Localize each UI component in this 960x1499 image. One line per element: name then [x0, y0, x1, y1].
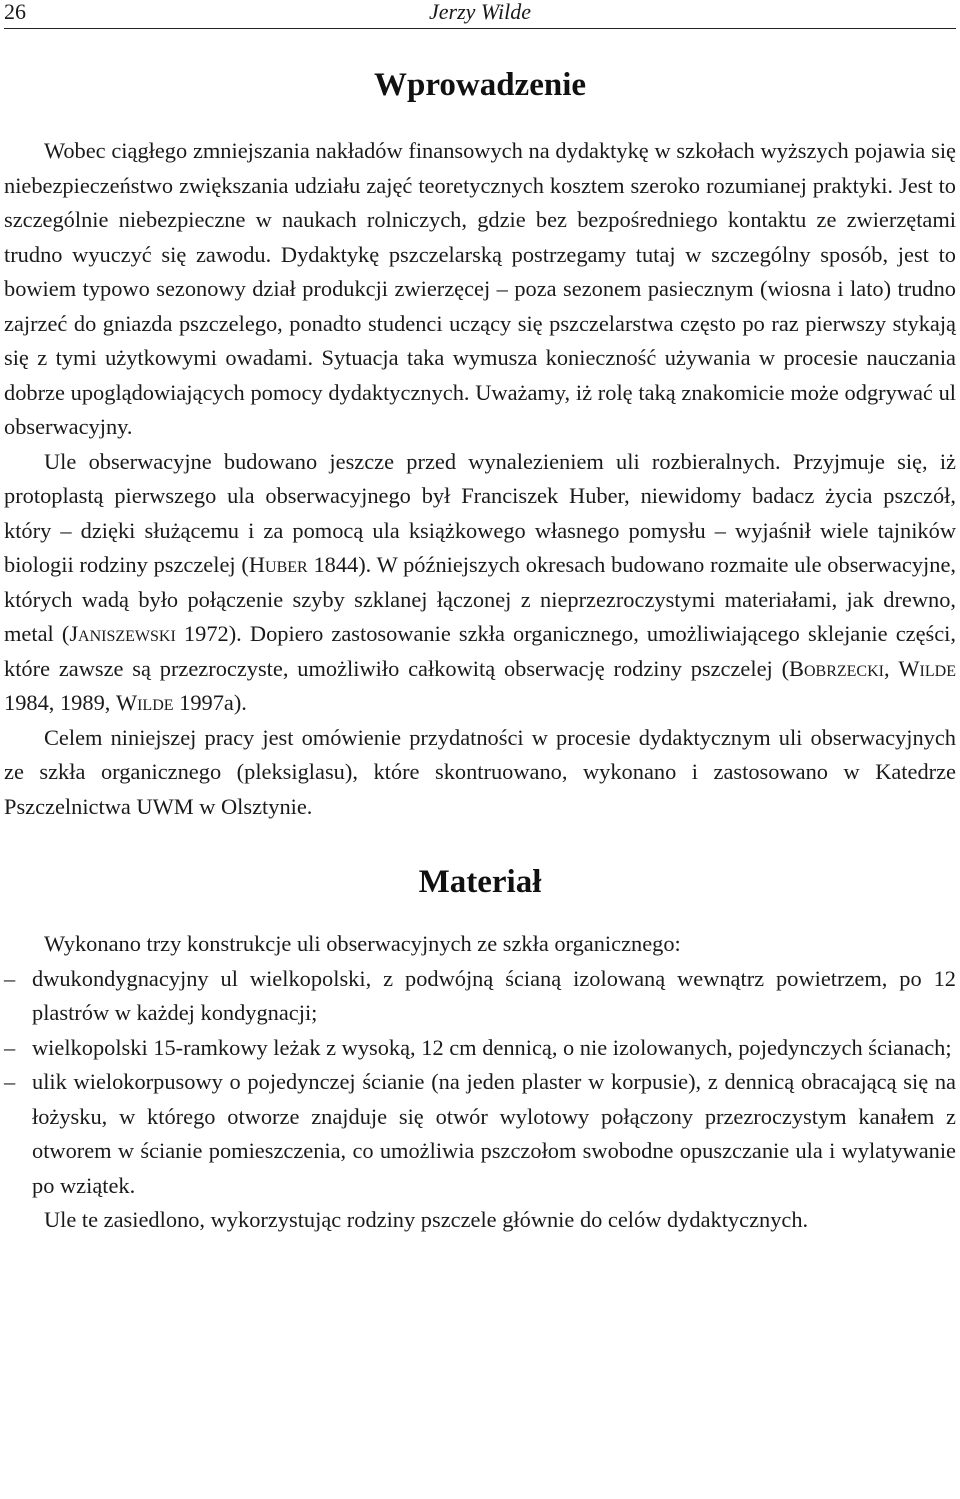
- text-run: 1997a).: [173, 690, 247, 715]
- material-list: [4, 962, 956, 1204]
- intro-paragraph-3: Celem niniejszej pracy jest omówienie przydatności w procesie dydaktycznym uli obserwacyjnych ze szkła organicznego (pleksiglasu), które skontruowano, wykonano i zastosowano w Katedrze Pszczelnictwa UWM w Olsztynie.: [4, 724, 956, 819]
- list-item: [4, 1031, 956, 1066]
- list-item-text: ulik wielokorpusowy o pojedynczej ścianie (na jeden plaster w korpusie), z dennicą obracającą się na łożysku, w którego otworze znajduje się otwór wylotowy połączony przezroczystym kanałem z otworem w ścianie pomieszczenia, co umożliwia pszczołom swobodne opuszczanie ula i wylatywanie po wziątek.: [32, 1069, 956, 1198]
- text-run: Ule obserwacyjne budowano jeszcze przed wynalezieniem uli rozbieralnych. Przyjmuje się, iż protoplastą pierwszego ula obserwacyjnego był Franciszek Huber, niewidomy badacz życia pszczół, który – dzięki służącemu i za pomocą ula książkowego własnego pomysłu – wyjaśnił wiele tajników biologii rodziny pszczelej (: [4, 448, 956, 577]
- section-title-introduction: Wprowadzenie: [373, 67, 587, 103]
- text-run: 1844). W późniejszych okresach budowano rozmaite ule obserwacyjne, których wadą było połączenie szyby szklanej łączonej z nieprzezroczystymi materiałami, jak drewno, metal (: [4, 552, 957, 646]
- citation-author: Janiszewski: [69, 621, 176, 646]
- citation-author: Wilde: [115, 690, 174, 715]
- citation-author: Bobrzecki: [789, 655, 884, 681]
- running-author: Jerzy Wilde: [428, 0, 532, 24]
- list-item-text: wielkopolski 15-ramkowy leżak z wysoką, 12 cm dennicą, o nie izolowanych, pojedynczych ścianach;: [32, 1034, 952, 1060]
- list-item: [4, 1065, 956, 1203]
- running-head: [4, 0, 956, 29]
- text-run: 1972). Dopiero zastosowanie szkła organicznego, umożliwiającego sklejanie części, które zawsze są przezroczyste, umożliwiło całkowitą obserwację rodziny pszczelej (: [4, 621, 956, 681]
- list-item: [4, 962, 956, 1031]
- dash-marker: –: [4, 965, 16, 991]
- dash-marker: –: [4, 1034, 16, 1060]
- material-closing: Ule te zasiedlono, wykorzystując rodziny pszczele głównie do celów dydaktycznych.: [44, 1207, 809, 1232]
- list-item-text: dwukondygnacyjny ul wielkopolski, z podwójną ścianą izolowaną wewnątrz powietrzem, po 12 plastrów w każdej kondygnacji;: [32, 965, 956, 1025]
- section-title-material: Materiał: [418, 864, 542, 900]
- material-lead: Wykonano trzy konstrukcje uli obserwacyjnych ze szkła organicznego:: [44, 931, 681, 956]
- citation-author: Huber: [248, 552, 308, 577]
- page-number: 26: [4, 0, 26, 24]
- citation-author: Wilde: [898, 655, 956, 681]
- intro-paragraph-2: [4, 445, 956, 721]
- dash-marker: –: [4, 1069, 16, 1094]
- text-run: ,: [883, 655, 899, 681]
- text-run: 1984, 1989,: [4, 690, 116, 715]
- intro-paragraph-1: Wobec ciągłego zmniejszania nakładów finansowych na dydaktykę w szkołach wyższych pojawia się niebezpieczeństwo zwiększania udziału zajęć teoretycznych kosztem szeroko rozumianej praktyki. Jest to szczególnie niebezpieczne w naukach rolniczych, gdzie bez bezpośredniego kontaktu ze zwierzętami trudno wyuczyć się zawodu. Dydaktykę pszczelarską postrzegamy tutaj w szczególny sposób, jest to bowiem typowo sezonowy dział produkcji zwierzęcej – poza sezonem pasiecznym (wiosna i lato) trudno zajrzeć do gniazda pszczelego, ponadto studenci uczący się pszczelarstwa często po raz pierwszy stykają się z tymi użytkowymi owadami. Sytuacja taka wymusza konieczność używania w procesie nauczania dobrze upoglądowiających pomocy dydaktycznych. Uważamy, iż rolę taką znakomicie może odgrywać ul obserwacyjny.: [4, 138, 956, 439]
